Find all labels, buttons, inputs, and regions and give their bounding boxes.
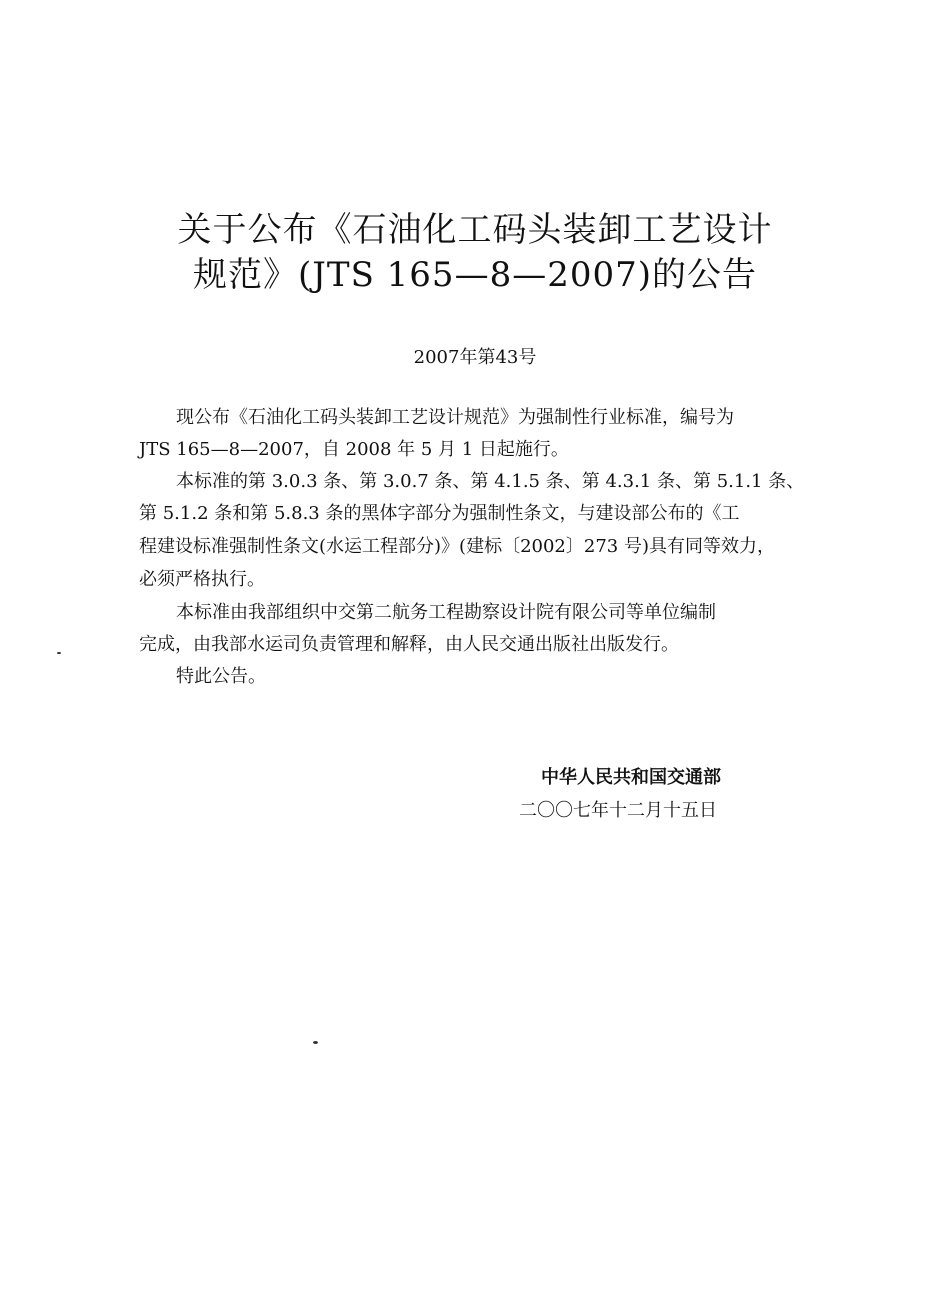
paragraph-2-line-1: 本标准的第 3.0.3 条、第 3.0.7 条、第 4.1.5 条、第 4.3.1 条、第 5.1.1 条、 [176, 471, 805, 492]
announcement-title-line-2: 规范》(JTS 165—8—2007)的公告 [193, 255, 757, 295]
paragraph-2-line-3: 程建设标准强制性条文(水运工程部分)》(建标〔2002〕273 号)具有同等效力， [139, 536, 775, 557]
paragraph-2-line-2: 第 5.1.2 条和第 5.8.3 条的黑体字部分为强制性条文，与建设部公布的《工 [139, 503, 740, 524]
paragraph-3-line-2: 完成，由我部水运司负责管理和解释，由人民交通出版社出版发行。 [139, 634, 679, 655]
announcement-title-line-1: 关于公布《石油化工码头装卸工艺设计 [177, 210, 773, 250]
document-number: 2007年第43号 [413, 347, 537, 368]
scan-speck [313, 1041, 318, 1044]
scan-speck [57, 652, 61, 654]
paragraph-1-line-1: 现公布《石油化工码头装卸工艺设计规范》为强制性行业标准，编号为 [176, 407, 734, 428]
paragraph-3-line-1: 本标准由我部组织中交第二航务工程勘察设计院有限公司等单位编制 [176, 602, 716, 623]
paragraph-1-line-2: JTS 165—8—2007，自 2008 年 5 月 1 日起施行。 [139, 439, 569, 460]
paragraph-2-line-4: 必须严格执行。 [139, 569, 265, 590]
paragraph-4-line-1: 特此公告。 [176, 666, 266, 687]
signature-organization: 中华人民共和国交通部 [541, 767, 721, 788]
signature-date: 二〇〇七年十二月十五日 [519, 800, 717, 821]
